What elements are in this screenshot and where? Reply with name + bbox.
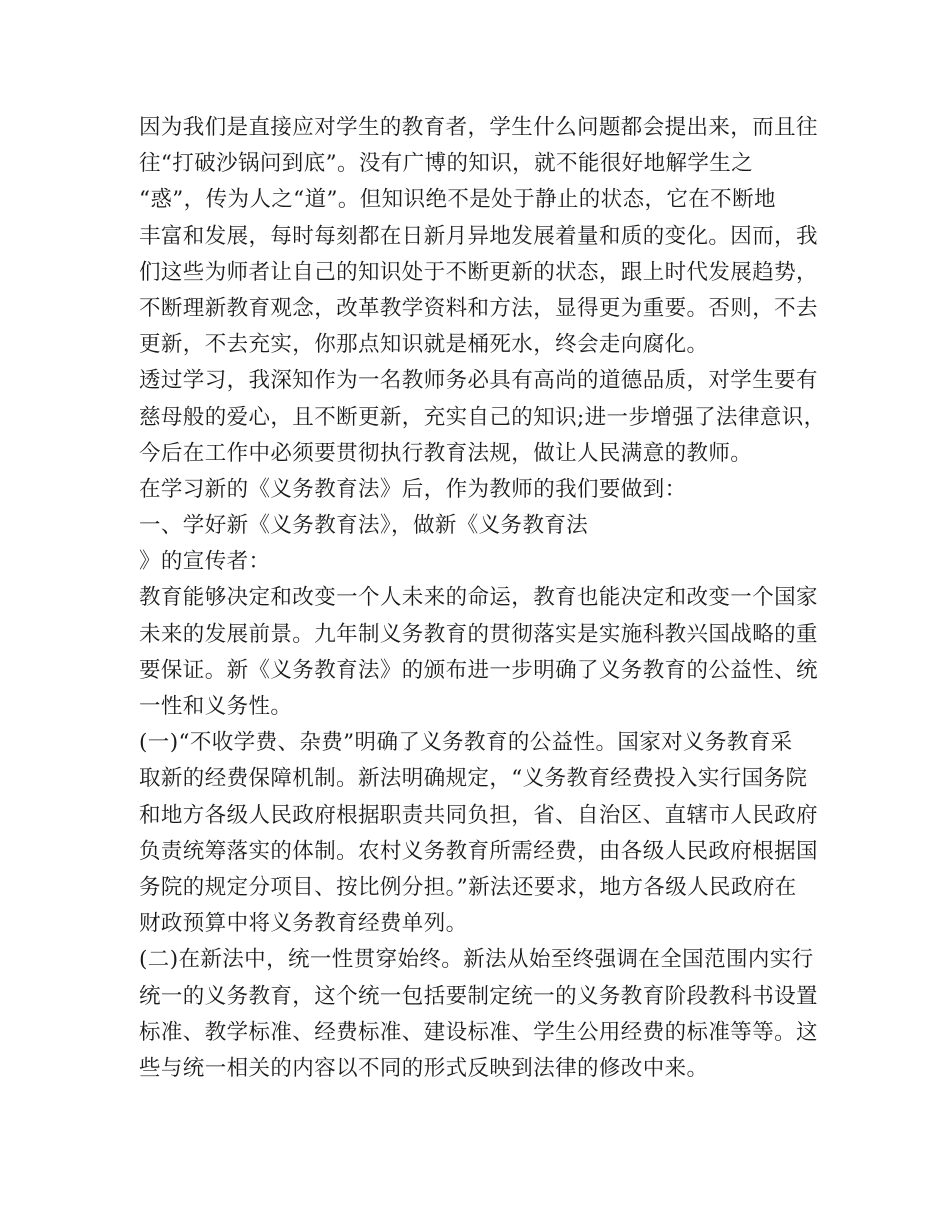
text-line: 在学习新的《义务教育法》后，作为教师的我们要做到： <box>139 476 687 502</box>
text-line: 透过学习，我深知作为一名教师务必具有高尚的道德品质，对学生要有 <box>139 368 818 394</box>
text-line: 要保证。新《义务教育法》的颁布进一步明确了义务教育的公益性、统 <box>139 657 818 683</box>
document-body <box>139 110 839 1087</box>
text-line: 务院的规定分项目、按比例分担。”新法还要求，地方各级人民政府在 <box>139 874 797 900</box>
text-line: 丰富和发展，每时每刻都在日新月异地发展着量和质的变化。因而，我 <box>139 223 818 249</box>
text-line: 财政预算中将义务教育经费单列。 <box>139 911 468 937</box>
text-line: 取新的经费保障机制。新法明确规定，“义务教育经费投入实行国务院 <box>139 766 808 792</box>
text-line: 负责统筹落实的体制。农村义务教育所需经费，由各级人民政府根据国 <box>139 838 818 864</box>
text-line: 统一的义务教育，这个统一包括要制定统一的义务教育阶段教科书设置 <box>139 983 818 1009</box>
text-line: 些与统一相关的内容以不同的形式反映到法律的修改中来。 <box>139 1055 709 1081</box>
text-line: 今后在工作中必须要贯彻执行教育法规，做让人民满意的教师。 <box>139 440 753 466</box>
text-line: 因为我们是直接应对学生的教育者，学生什么问题都会提出来，而且往 <box>139 115 818 140</box>
text-line: 往“打破沙锅问到底”。没有广博的知识，就不能很好地解学生之 <box>139 151 754 177</box>
text-line: 教育能够决定和改变一个人未来的命运，教育也能决定和改变一个国家 <box>139 585 818 611</box>
section-heading-line: 一、学好新《义务教育法》，做新《义务教育法 <box>139 513 589 539</box>
text-line: 未来的发展前景。九年制义务教育的贯彻落实是实施科教兴国战略的重 <box>139 621 818 647</box>
text-line: (二)在新法中，统一性贯穿始终。新法从始至终强调在全国范围内实行 <box>139 947 814 973</box>
text-line: 一性和义务性。 <box>139 694 293 719</box>
text-line: 和地方各级人民政府根据职责共同负担，省、自治区、直辖市人民政府 <box>139 802 818 828</box>
text-line: “惑”，传为人之“道”。但知识绝不是处于静止的状态，它在不断地 <box>139 187 776 213</box>
text-line: (一)“不收学费、杂费”明确了义务教育的公益性。国家对义务教育采 <box>139 730 793 756</box>
section-heading-line: 》的宣传者： <box>139 549 271 575</box>
text-line: 更新，不去充实，你那点知识就是桶死水，终会走向腐化。 <box>139 332 709 358</box>
text-line: 们这些为师者让自己的知识处于不断更新的状态，跟上时代发展趋势， <box>139 259 818 285</box>
text-line: 不断理新教育观念，改革教学资料和方法，显得更为重要。否则，不去 <box>139 295 818 321</box>
text-line: 慈母般的爱心，且不断更新，充实自己的知识;进一步增强了法律意识， <box>139 404 826 430</box>
text-line: 标准、教学标准、经费标准、建设标准、学生公用经费的标准等等。这 <box>139 1019 818 1045</box>
